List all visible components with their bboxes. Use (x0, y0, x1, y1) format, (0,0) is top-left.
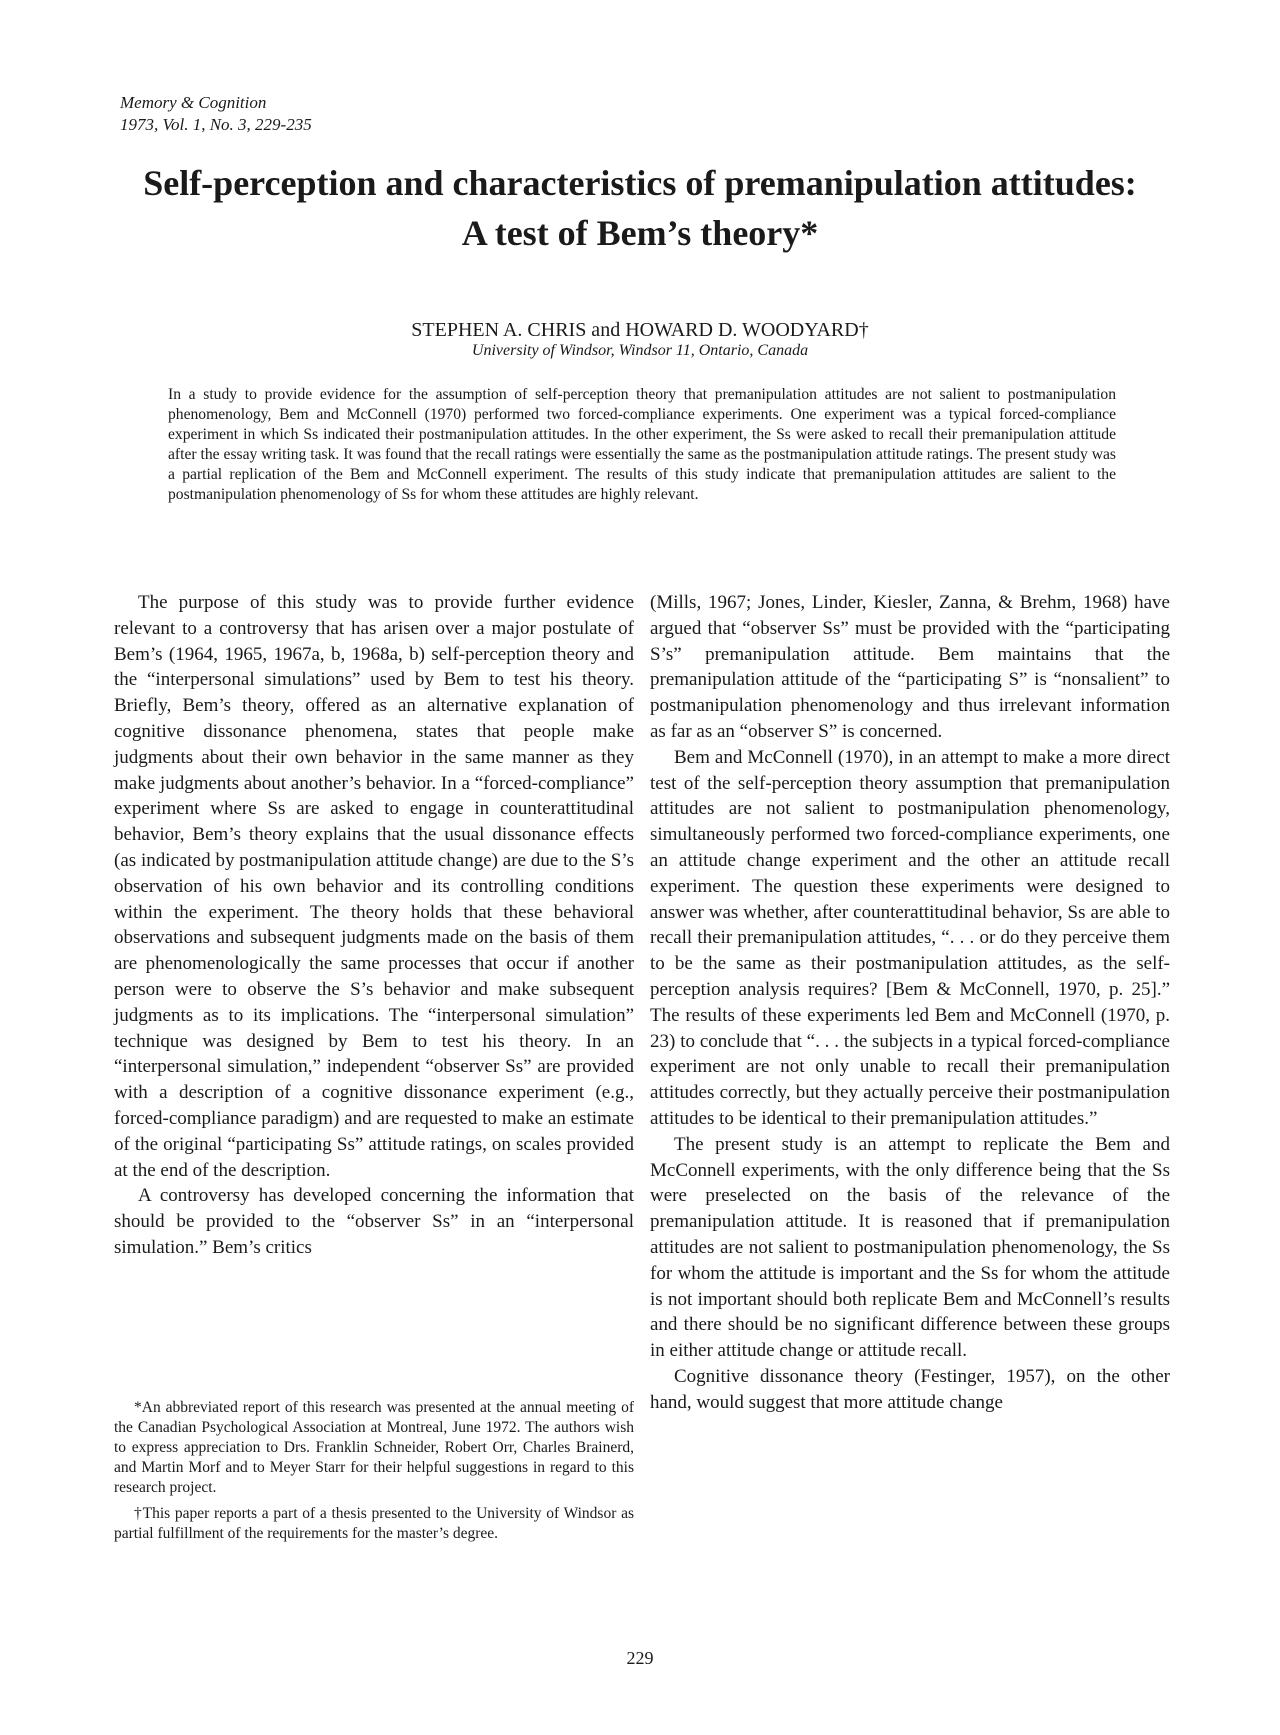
journal-citation: 1973, Vol. 1, No. 3, 229-235 (120, 115, 312, 134)
journal-name: Memory & Cognition (120, 93, 267, 112)
title-line-2: A test of Bem’s theory* (461, 213, 819, 253)
footnote-thesis: †This paper reports a part of a thesis presented to the University of Windsor as partial fulfillment of the requirements for the master’s degree. (114, 1505, 634, 1542)
body-paragraph: Cognitive dissonance theory (Festinger, 1957), on the other hand, would suggest that more attitude change (650, 1365, 1170, 1413)
affiliation: University of Windsor, Windsor 11, Ontario, Canada (471, 342, 809, 359)
right-column (650, 590, 1170, 1416)
footnote-acknowledgment: *An abbreviated report of this research was presented at the annual meeting of the Canadian Psychological Association at Montreal, June 1972. The authors wish to express appreciation to Drs. Franklin Schneider, Robert Orr, Charles Brainerd, and Martin Morf and to Meyer Starr for their helpful suggestions in regard to this research project. (114, 1399, 634, 1496)
left-column (114, 590, 634, 1261)
body-paragraph: Bem and McConnell (1970), in an attempt to make a more direct test of the self-perception theory assumption that premanipulation attitudes are not salient to postmanipulation phenomenology, simultaneously performed two forced-compliance experiments, one an attitude change experiment and the other an attitude recall experiment. The question these experiments were designed to answer was whether, after counterattitudinal behavior, Ss are able to recall their premanipulation attitudes, “. . . or do they perceive them to be the same as their postmanipulation attitudes, as the self-perception analysis requires? [Bem & McConnell, 1970, p. 25].” The results of these experiments led Bem and McConnell (1970, p. 23) to conclude that “. . . the subjects in a typical forced-compliance experiment are not only unable to recall their premanipulation attitudes correctly, but they actually perceive their postmanipulation attitudes to be identical to their premanipulation attitudes.” (650, 746, 1170, 1129)
footnotes (114, 1398, 634, 1550)
authors: STEPHEN A. CHRIS and HOWARD D. WOODYARD† (411, 319, 869, 341)
journal-header (120, 92, 312, 136)
title-line-1: Self-perception and characteristics of premanipulation attitudes: (143, 163, 1137, 203)
body-paragraph: (Mills, 1967; Jones, Linder, Kiesler, Zanna, & Brehm, 1968) have argued that “observer Ss” must be provided with the “participating S’s” premanipulation attitude. Bem maintains that the premanipulation attitude of the “participating S” is “nonsalient” to postmanipulation phenomenology and thus irrelevant information as far as an “observer S” is concerned. (650, 592, 1170, 742)
body-paragraph: The present study is an attempt to replicate the Bem and McConnell experiments, with the only difference being that the Ss were preselected on the basis of the relevance of the premanipulation attitude. It is reasoned that if premanipulation attitudes are not salient to postmanipulation phenomenology, the Ss for whom the attitude is important and the Ss for whom the attitude is not important should both replicate Bem and McConnell’s results and there should be no significant difference between these groups in either attitude change or attitude recall. (650, 1133, 1170, 1362)
abstract: In a study to provide evidence for the assumption of self-perception theory that premanipulation attitudes are not salient to postmanipulation phenomenology, Bem and McConnell (1970) performed two forced-compliance experiments. One experiment was a typical forced-compliance experiment in which Ss indicated their postmanipulation attitudes. In the other experiment, the Ss were asked to recall their premanipulation attitude after the essay writing task. It was found that the recall ratings were essentially the same as the postmanipulation attitude ratings. The present study was a partial replication of the Bem and McConnell experiment. The results of this study indicate that premanipulation attitudes are salient to the postmanipulation phenomenology of Ss for whom these attitudes are highly relevant. (168, 386, 1116, 503)
body-paragraph: The purpose of this study was to provide further evidence relevant to a controversy that has arisen over a major postulate of Bem’s (1964, 1965, 1967a, b, 1968a, b) self-perception theory and the “interpersonal simulations” used by Bem to test his theory. Briefly, Bem’s theory, offered as an alternative explanation of cognitive dissonance phenomena, states that people make judgments about their own behavior in the same manner as they make judgments about another’s behavior. In a “forced-compliance” experiment where Ss are asked to engage in counterattitudinal behavior, Bem’s theory explains that the usual dissonance effects (as indicated by postmanipulation attitude change) are due to the S’s observation of his own behavior and its controlling conditions within the experiment. The theory holds that these behavioral observations and subsequent judgments made on the basis of them are phenomenologically the same processes that occur if another person were to observe the S’s behavior and make subsequent judgments as to its implications. The “interpersonal simulation” technique was designed by Bem to test his theory. In an “interpersonal simulation,” independent “observer Ss” are provided with a description of a cognitive dissonance experiment (e.g., forced-compliance paradigm) and are requested to make an estimate of the original “participating Ss” attitude ratings, on scales provided at the end of the description. (114, 592, 634, 1181)
page-number: 229 (626, 1648, 654, 1668)
article-title (100, 158, 1180, 258)
body-paragraph: A controversy has developed concerning the information that should be provided to the “observer Ss” in an “interpersonal simulation.” Bem’s critics (114, 1185, 634, 1258)
